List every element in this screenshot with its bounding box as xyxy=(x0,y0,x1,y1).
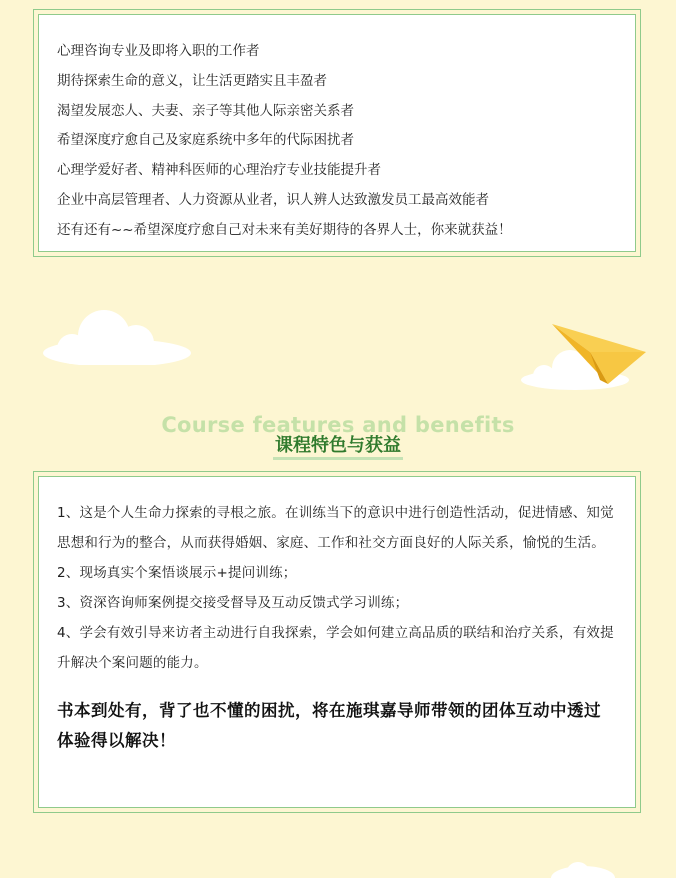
audience-item: 企业中高层管理者、人力资源从业者，识人辨人达致激发员工最高效能者 xyxy=(57,191,489,208)
section-title-wrap xyxy=(0,431,676,457)
audience-item: 还有还有~~希望深度疗愈自己对未来有美好期待的各界人士，你来就获益！ xyxy=(57,221,512,238)
feature-item: 4、学会有效引导来访者主动进行自我探索，学会如何建立高品质的联结和治疗关系，有效提升解决个案问题的能力。 xyxy=(57,625,614,671)
features-box-inner xyxy=(38,476,636,808)
audience-item: 期待探索生命的意义，让生活更踏实且丰盈者 xyxy=(57,72,327,89)
section-title-en: Course features and benefits xyxy=(161,413,515,437)
section-title-cn: 课程特色与获益 xyxy=(273,435,403,460)
paper-plane-icon xyxy=(548,322,648,386)
closing-statement: 书本到处有，背了也不懂的困扰，将在施琪嘉导师带领的团体互动中透过体验得以解决！ xyxy=(57,701,601,750)
cloud-icon xyxy=(548,858,618,878)
audience-item: 希望深度疗愈自己及家庭系统中多年的代际困扰者 xyxy=(57,132,354,149)
features-box xyxy=(33,471,641,813)
audience-box-inner xyxy=(38,14,636,252)
audience-item: 心理咨询专业及即将入职的工作者 xyxy=(57,43,260,59)
feature-item: 1、这是个人生命力探索的寻根之旅。在训练当下的意识中进行创造性活动，促进情感、知觉思想和行为的整合，从而获得婚姻、家庭、工作和社交方面良好的人际关系，愉悦的生活。 xyxy=(57,505,614,551)
audience-item: 渴望发展恋人、夫妻、亲子等其他人际亲密关系者 xyxy=(57,102,354,119)
audience-box xyxy=(33,9,641,257)
cloud-icon xyxy=(42,303,192,365)
feature-item: 2、现场真实个案悟谈展示+提问训练； xyxy=(57,565,297,581)
audience-item: 心理学爱好者、精神科医师的心理治疗专业技能提升者 xyxy=(57,162,381,179)
feature-item: 3、资深咨询师案例提交接受督导及互动反馈式学习训练； xyxy=(57,595,409,611)
audience-list xyxy=(39,15,635,246)
features-list xyxy=(39,477,635,756)
